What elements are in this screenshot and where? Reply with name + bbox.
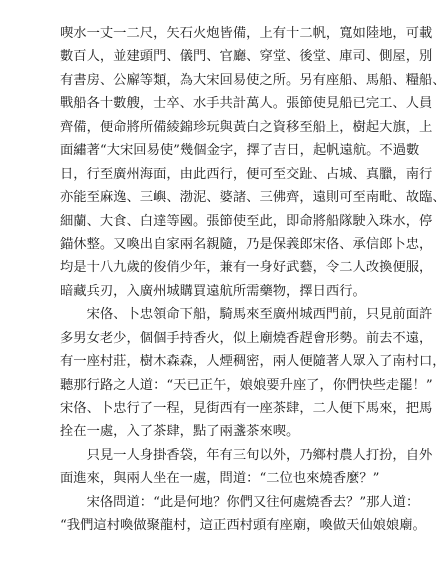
text-line: “我們這村喚做聚龍村，這正西村頭有座廟，喚做天仙娘娘廟。	[60, 518, 426, 534]
text-line: 聽那行路之人道：“天已正午，娘娘要升座了，你們快些走罷！”	[60, 377, 433, 393]
text-line: 只見一人身掛香袋，年有三旬以外，乃鄉村農人打扮，自外	[86, 447, 433, 463]
text-line: 面進來，與兩人坐在一處，問道：“二位也來燒香麼？”	[60, 471, 380, 487]
text-line: 多男女老少，個個手持香火，似上廟燒香趕會形勢。前去不遠，	[60, 330, 433, 346]
text-line: 面繡著“大宋回易使”幾個金字，擇了吉日，起帆遠航。不過數	[60, 143, 420, 159]
text-line: 有一座村莊，樹木森森，人煙稠密，兩人便隨著人眾入了南村口，	[60, 354, 446, 370]
text-line: 戰船各十數艘，士卒、水手共計萬人。張節使見船已完工、人員	[60, 96, 433, 112]
text-line: 暗藏兵刃，入廣州城購買遠航所需藥物，擇日西行。	[60, 283, 366, 299]
text-line: 宋佫、卜忠行了一程，見街西有一座茶肆，二人便下馬來，把馬	[60, 401, 433, 416]
text-line: 數百人，並建頭門、儀門、官廳、穿堂、後堂、庫司、側屋，別	[60, 49, 433, 65]
text-line: 日，行至廣州海面，由此西行，便可至交趾、占城、真臘，南行	[60, 166, 433, 182]
text-line: 齊備，便命將所備綾錦珍玩與黃白之資移至船上，樹起大旗，上	[60, 119, 433, 135]
text-line: 細蘭、大食、白達等國。張節使至此，即命將船隊駛入珠水，停	[60, 213, 433, 229]
body-text	[60, 22, 446, 538]
text-line: 亦能至麻逸、三嶼、渤泥、婆諸、三佛齊，遠則可至南毗、故臨、	[60, 190, 446, 206]
text-line: 均是十八九歲的俊俏少年，兼有一身好武藝，令二人改換便服，	[60, 260, 433, 276]
text-line: 喫水一丈一二尺，矢石火炮皆備，上有十二帆，寬如陸地，可載	[60, 26, 433, 41]
text-line: 有書房、公廨等類，為大宋回易使之所。另有座船、馬船、糧船、	[60, 72, 446, 88]
text-line: 拴在一處，入了茶肆，點了兩盞茶來喫。	[60, 424, 300, 440]
text-line: 宋佫問道：“此是何地？你們又往何處燒香去？”那人道：	[86, 494, 420, 510]
text-line: 宋佫、卜忠領命下船，騎馬來至廣州城西門前，只見前面許	[86, 307, 433, 323]
text-line: 錨休整。又喚出自家兩名親隨，乃是保義郎宋佫、承信郎卜忠，	[60, 236, 433, 252]
